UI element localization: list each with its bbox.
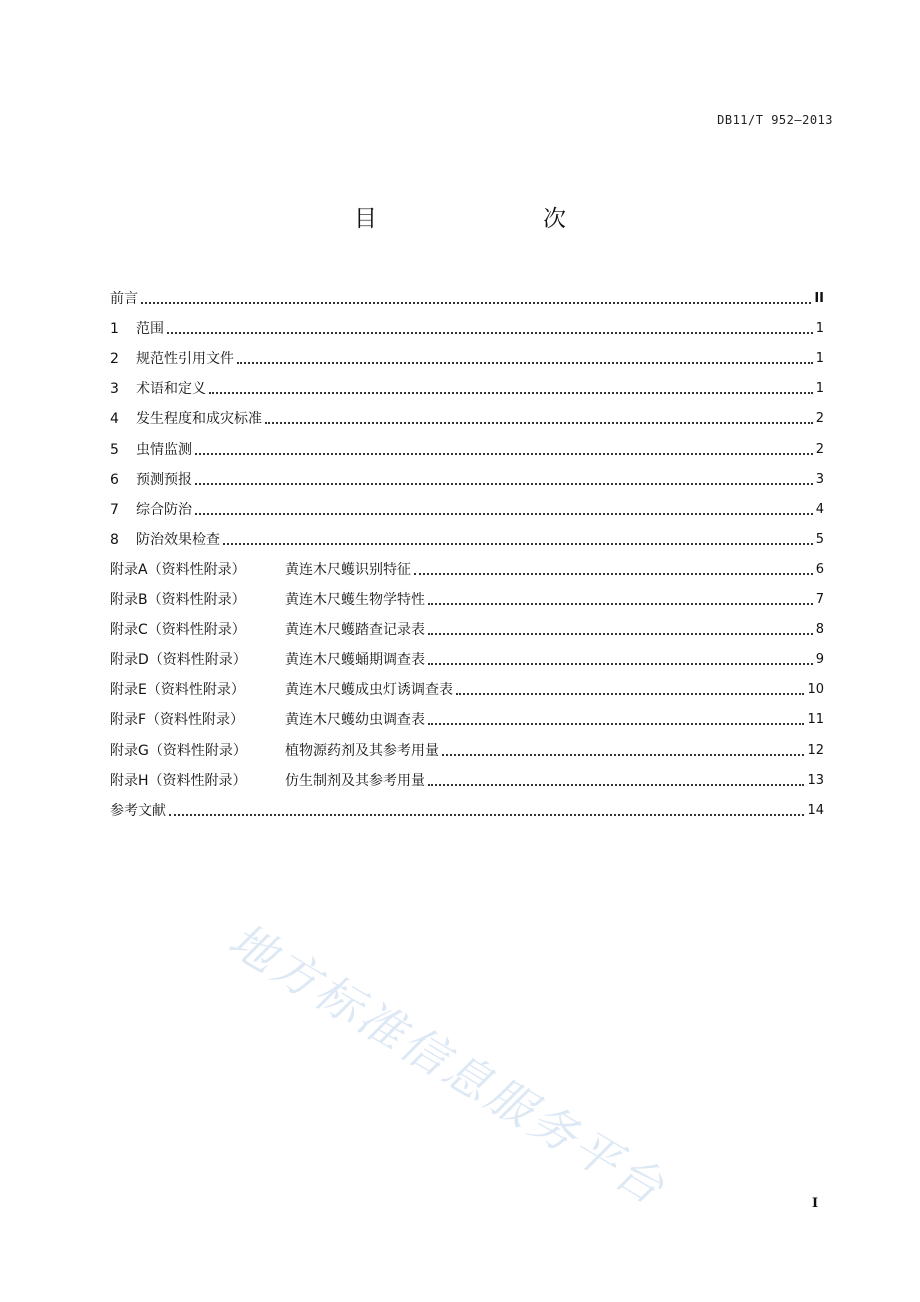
table-of-contents	[110, 279, 824, 821]
toc-entry-page: 1	[815, 381, 824, 397]
toc-entry-number: 1	[110, 321, 119, 338]
toc-dot-leader	[428, 784, 804, 786]
document-code: DB11/T 952—2013	[717, 113, 833, 127]
toc-entry-label: 预测预报	[136, 471, 192, 488]
toc-entry-label: 虫情监测	[136, 441, 192, 458]
toc-entry-number: 6	[110, 471, 119, 488]
toc-entry-page: 13	[807, 772, 824, 788]
toc-entry-number: 8	[110, 531, 119, 548]
toc-entry[interactable]	[110, 520, 824, 550]
toc-dot-leader	[428, 663, 813, 665]
toc-appendix-entry[interactable]	[110, 580, 824, 610]
toc-dot-leader	[428, 633, 813, 635]
toc-dot-leader	[195, 453, 813, 455]
toc-appendix-prefix: 附录C（资料性附录）	[110, 622, 246, 639]
toc-dot-leader	[428, 603, 813, 605]
toc-entry[interactable]	[110, 399, 824, 429]
toc-appendix-entry[interactable]	[110, 761, 824, 791]
toc-entry-page: II	[814, 291, 824, 307]
toc-appendix-entry[interactable]	[110, 550, 824, 580]
toc-appendix-prefix: 附录A（资料性附录）	[110, 561, 246, 578]
toc-entry-label: 范围	[136, 321, 164, 338]
toc-entry-page: 10	[807, 682, 824, 698]
toc-appendix-prefix: 附录H（资料性附录）	[110, 772, 247, 789]
toc-entry-number: 2	[110, 351, 119, 368]
toc-entry-page: 9	[815, 652, 824, 668]
toc-entry-page: 2	[815, 411, 824, 427]
toc-appendix-entry[interactable]	[110, 640, 824, 670]
watermark: 地方标准信息服务平台	[219, 912, 676, 1217]
toc-entry-page: 2	[815, 441, 824, 457]
toc-entry[interactable]	[110, 279, 824, 309]
toc-entry-label: 术语和定义	[136, 381, 206, 398]
toc-entry-number: 7	[110, 501, 119, 518]
toc-dot-leader	[167, 332, 813, 334]
toc-dot-leader	[428, 723, 804, 725]
toc-entry-page: 5	[815, 531, 824, 547]
toc-entry-label: 黄连木尺蠖生物学特性	[285, 592, 425, 609]
toc-entry-number: 5	[110, 441, 119, 458]
toc-appendix-prefix: 附录F（资料性附录）	[110, 712, 245, 729]
toc-entry-page: 14	[807, 802, 824, 818]
toc-entry-label: 规范性引用文件	[136, 351, 234, 368]
toc-entry[interactable]	[110, 369, 824, 399]
toc-entry-page: 11	[807, 712, 824, 728]
toc-entry-page: 8	[815, 622, 824, 638]
page-title: 目 次	[354, 206, 606, 232]
toc-entry-page: 4	[815, 501, 824, 517]
toc-entry-label: 综合防治	[136, 501, 192, 518]
toc-entry-label: 前言	[110, 291, 138, 308]
toc-entry-page: 1	[815, 351, 824, 367]
toc-entry-label: 黄连木尺蠖幼虫调查表	[285, 712, 425, 729]
toc-dot-leader	[237, 362, 813, 364]
toc-dot-leader	[169, 814, 804, 816]
toc-entry-label: 植物源药剂及其参考用量	[285, 742, 439, 759]
toc-entry[interactable]	[110, 791, 824, 821]
toc-entry-label: 仿生制剂及其参考用量	[285, 772, 425, 789]
toc-entry-number: 4	[110, 411, 119, 428]
toc-dot-leader	[141, 302, 811, 304]
toc-dot-leader	[209, 392, 813, 394]
toc-appendix-entry[interactable]	[110, 700, 824, 730]
toc-appendix-entry[interactable]	[110, 610, 824, 640]
toc-entry-page: 6	[815, 561, 824, 577]
toc-entry-label: 防治效果检查	[136, 531, 220, 548]
toc-entry[interactable]	[110, 339, 824, 369]
toc-entry-label: 发生程度和成灾标准	[136, 411, 262, 428]
toc-appendix-entry[interactable]	[110, 730, 824, 760]
toc-entry-label: 黄连木尺蠖识别特征	[285, 561, 411, 578]
toc-dot-leader	[456, 693, 804, 695]
toc-entry-page: 7	[815, 592, 824, 608]
toc-entry[interactable]	[110, 490, 824, 520]
toc-dot-leader	[195, 483, 813, 485]
toc-appendix-prefix: 附录D（资料性附录）	[110, 652, 247, 669]
page-number: I	[812, 1196, 819, 1211]
toc-dot-leader	[442, 754, 804, 756]
toc-dot-leader	[414, 573, 813, 575]
toc-appendix-prefix: 附录G（资料性附录）	[110, 742, 247, 759]
toc-dot-leader	[223, 543, 813, 545]
toc-appendix-prefix: 附录B（资料性附录）	[110, 592, 246, 609]
toc-dot-leader	[265, 422, 813, 424]
toc-entry-number: 3	[110, 381, 119, 398]
toc-appendix-prefix: 附录E（资料性附录）	[110, 682, 245, 699]
toc-entry-label: 黄连木尺蠖成虫灯诱调查表	[285, 682, 453, 699]
toc-entry-page: 12	[807, 742, 824, 758]
toc-entry-page: 1	[815, 321, 824, 337]
toc-entry-label: 黄连木尺蠖蛹期调查表	[285, 652, 425, 669]
toc-entry-page: 3	[815, 471, 824, 487]
toc-dot-leader	[195, 513, 813, 515]
toc-entry-label: 黄连木尺蠖踏查记录表	[285, 622, 425, 639]
toc-entry[interactable]	[110, 309, 824, 339]
toc-entry[interactable]	[110, 460, 824, 490]
toc-appendix-entry[interactable]	[110, 670, 824, 700]
toc-entry[interactable]	[110, 429, 824, 459]
toc-entry-label: 参考文献	[110, 802, 166, 819]
